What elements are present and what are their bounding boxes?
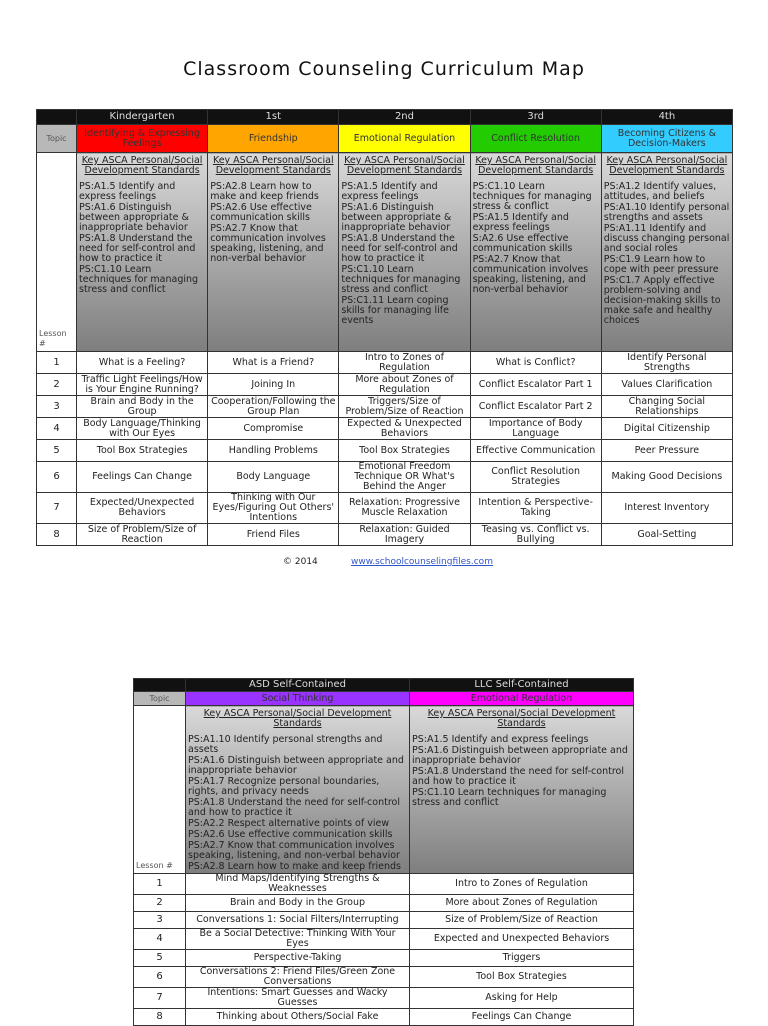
standard-item: PS:A1.10 Identify personal strengths and assets: [603, 202, 730, 223]
standard-item: PS:A1.8 Understand the need for self-control and how to practice it: [412, 766, 624, 787]
lesson-cell: Traffic Light Feelings/How is Your Engine Running?: [77, 374, 208, 396]
curriculum-map-self-contained: [133, 678, 634, 1026]
standards-header: Key ASCA Personal/Social Development Standards: [344, 155, 465, 176]
lesson-number: 6: [37, 462, 77, 493]
lesson-row: [134, 967, 634, 988]
lesson-row: [134, 950, 634, 967]
lesson-cell: Brain and Body in the Group: [186, 895, 410, 912]
topic-cell: Conflict Resolution: [470, 125, 601, 153]
standard-item: PS:A1.5 Identify and express feelings: [79, 181, 176, 202]
lesson-cell: Tool Box Strategies: [77, 440, 208, 462]
lesson-cell: Intro to Zones of Regulation: [339, 352, 470, 374]
standards-header: Key ASCA Personal/Social Development Standards: [203, 708, 392, 729]
standards-cell: [186, 706, 410, 874]
standard-item: PS:A2.8 Learn how to make and keep friends: [188, 861, 401, 872]
lesson-cell: Perspective-Taking: [186, 950, 410, 967]
program-header: LLC Self-Contained: [410, 679, 634, 692]
lesson-cell: Expected/Unexpected Behaviors: [77, 493, 208, 524]
lesson-cell: Friend Files: [208, 524, 339, 546]
page-title: Classroom Counseling Curriculum Map: [183, 58, 585, 80]
standard-item: PS:A1.11 Identify and discuss changing personal and social roles: [603, 223, 730, 254]
lesson-number: 8: [134, 1009, 186, 1026]
lesson-cell: More about Zones of Regulation: [339, 374, 470, 396]
lesson-row: [37, 524, 733, 546]
grade-header: 3rd: [470, 110, 601, 125]
lesson-label: Lesson #: [134, 706, 186, 874]
topic-label: Topic: [134, 692, 186, 706]
lesson-cell: Cooperation/Following the Group Plan: [208, 396, 339, 418]
standard-item: PS:A1.2 Identify values, attitudes, and beliefs: [603, 181, 717, 202]
lesson-row: [134, 1009, 634, 1026]
lesson-cell: Changing Social Relationships: [601, 396, 732, 418]
lesson-cell: Importance of Body Language: [470, 418, 601, 440]
grade-header: 4th: [601, 110, 732, 125]
lesson-cell: Thinking about Others/Social Fake: [186, 1009, 410, 1026]
standard-item: PS:A1.10 Identify personal strengths and assets: [188, 734, 383, 755]
lesson-cell: Conversations 2: Friend Files/Green Zone Conversations: [186, 967, 410, 988]
lesson-cell: Conversations 1: Social Filters/Interrupting: [186, 912, 410, 929]
lesson-cell: Size of Problem/Size of Reaction: [77, 524, 208, 546]
program-header: ASD Self-Contained: [186, 679, 410, 692]
curriculum-map-grades: [36, 109, 733, 546]
lesson-number: 7: [134, 988, 186, 1009]
lesson-cell: Expected & Unexpected Behaviors: [339, 418, 470, 440]
lesson-row: [37, 493, 733, 524]
lesson-cell: Interest Inventory: [601, 493, 732, 524]
lesson-cell: Triggers: [410, 950, 634, 967]
lesson-cell: Size of Problem/Size of Reaction: [410, 912, 634, 929]
lesson-cell: Handling Problems: [208, 440, 339, 462]
lesson-number: 1: [134, 874, 186, 895]
lesson-row: [134, 912, 634, 929]
lesson-cell: Intention & Perspective-Taking: [470, 493, 601, 524]
lesson-label: Lesson #: [37, 153, 77, 352]
lesson-cell: Tool Box Strategies: [339, 440, 470, 462]
lesson-cell: Conflict Escalator Part 2: [470, 396, 601, 418]
lesson-number: 3: [134, 912, 186, 929]
lesson-number: 3: [37, 396, 77, 418]
standards-header: Key ASCA Personal/Social Development Standards: [606, 155, 728, 176]
standard-item: PS:C1.10 Learn techniques for managing stress and conflict: [79, 264, 199, 295]
lesson-cell: What is a Feeling?: [77, 352, 208, 374]
standard-item: PS:A1.6 Distinguish between appropriate & inappropriate behavior: [341, 202, 452, 233]
standard-item: PS:A1.8 Understand the need for self-control and how to practice it: [188, 797, 400, 818]
topic-cell: Emotional Regulation: [339, 125, 470, 153]
standard-item: PS:A1.6 Distinguish between appropriate and inappropriate behavior: [412, 745, 628, 766]
lesson-number: 2: [37, 374, 77, 396]
website-link[interactable]: www.schoolcounselingfiles.com: [351, 557, 493, 567]
lesson-row: [134, 929, 634, 950]
lesson-row: [37, 374, 733, 396]
lesson-row: [134, 988, 634, 1009]
lesson-number: 5: [134, 950, 186, 967]
standards-header: Key ASCA Personal/Social Development Standards: [212, 155, 334, 176]
standard-item: PS:A1.5 Identify and express feelings: [472, 212, 569, 233]
lesson-number: 5: [37, 440, 77, 462]
standards-header: Key ASCA Personal/Social Development Standards: [427, 708, 616, 729]
standards-cell: [601, 153, 732, 352]
lesson-number: 8: [37, 524, 77, 546]
standards-cell: [77, 153, 208, 352]
standard-item: PS:A1.6 Distinguish between appropriate and inappropriate behavior: [188, 755, 404, 776]
lesson-cell: Teasing vs. Conflict vs. Bullying: [470, 524, 601, 546]
standard-item: PS:A2.7 Know that communication involves speaking, listening, and non-verbal behavior: [472, 254, 589, 295]
standard-item: PS:C1.10 Learn techniques for managing stress and conflict: [412, 787, 607, 808]
topic-cell: Friendship: [208, 125, 339, 153]
lesson-cell: Identify Personal Strengths: [601, 352, 732, 374]
lesson-cell: Joining In: [208, 374, 339, 396]
standard-item: PS:A1.8 Understand the need for self-control and how to practice it: [341, 233, 458, 264]
standard-item: PS:C1.9 Learn how to cope with peer pressure: [603, 254, 719, 275]
lesson-cell: Goal-Setting: [601, 524, 732, 546]
lesson-row: [37, 462, 733, 493]
lesson-cell: Feelings Can Change: [410, 1009, 634, 1026]
standard-item: PS:C1.10 Learn techniques for managing stress & conflict: [472, 181, 592, 212]
topic-cell: Emotional Regulation: [410, 692, 634, 706]
grade-header: 1st: [208, 110, 339, 125]
standards-cell: [208, 153, 339, 352]
lesson-cell: Peer Pressure: [601, 440, 732, 462]
topic-cell: Identifying & Expressing Feelings: [77, 125, 208, 153]
lesson-cell: Emotional Freedom Technique OR What's Behind the Anger: [339, 462, 470, 493]
topic-cell: Social Thinking: [186, 692, 410, 706]
lesson-cell: Conflict Resolution Strategies: [470, 462, 601, 493]
grade-header: Kindergarten: [77, 110, 208, 125]
lesson-number: 4: [134, 929, 186, 950]
standards-header: Key ASCA Personal/Social Development Standards: [81, 155, 203, 176]
lesson-cell: Intro to Zones of Regulation: [410, 874, 634, 895]
lesson-cell: Thinking with Our Eyes/Figuring Out Others' Intentions: [208, 493, 339, 524]
lesson-cell: Feelings Can Change: [77, 462, 208, 493]
standard-item: S:A2.6 Use effective communication skills: [472, 233, 573, 254]
lesson-row: [134, 874, 634, 895]
lesson-cell: Values Clarification: [601, 374, 732, 396]
topic-cell: Becoming Citizens & Decision-Makers: [601, 125, 732, 153]
lesson-row: [37, 396, 733, 418]
standard-item: PS:A2.7 Know that communication involves speaking, listening, and non-verbal behavior: [188, 840, 400, 861]
lesson-cell: Relaxation: Progressive Muscle Relaxation: [339, 493, 470, 524]
lesson-cell: Conflict Escalator Part 1: [470, 374, 601, 396]
corner-cell: [134, 679, 186, 692]
corner-cell: [37, 110, 77, 125]
lesson-cell: Intentions: Smart Guesses and Wacky Guesses: [186, 988, 410, 1009]
lesson-row: [37, 352, 733, 374]
standard-item: PS:A2.7 Know that communication involves speaking, listening, and non-verbal behavior: [210, 223, 326, 264]
lesson-cell: Relaxation: Guided Imagery: [339, 524, 470, 546]
standard-item: PS:C1.10 Learn techniques for managing stress and conflict: [341, 264, 461, 295]
lesson-cell: Expected and Unexpected Behaviors: [410, 929, 634, 950]
lesson-number: 1: [37, 352, 77, 374]
topic-label: Topic: [37, 125, 77, 153]
grade-header: 2nd: [339, 110, 470, 125]
lesson-cell: Asking for Help: [410, 988, 634, 1009]
standard-item: PS:C1.7 Apply effective problem-solving and decision-making skills to make safe and healthy choices: [603, 275, 721, 326]
lesson-cell: What is Conflict?: [470, 352, 601, 374]
standards-cell: [410, 706, 634, 874]
standard-item: PS:A1.5 Identify and express feelings: [412, 734, 589, 745]
lesson-number: 2: [134, 895, 186, 912]
lesson-cell: Digital Citizenship: [601, 418, 732, 440]
lesson-cell: What is a Friend?: [208, 352, 339, 374]
standard-item: PS:A1.8 Understand the need for self-control and how to practice it: [79, 233, 196, 264]
lesson-cell: More about Zones of Regulation: [410, 895, 634, 912]
standards-cell: [339, 153, 470, 352]
standard-item: PS:A2.6 Use effective communication skills: [210, 202, 312, 223]
lesson-cell: Body Language: [208, 462, 339, 493]
standard-item: PS:A1.5 Identify and express feelings: [341, 181, 438, 202]
lesson-cell: Body Language/Thinking with Our Eyes: [77, 418, 208, 440]
lesson-row: [134, 895, 634, 912]
lesson-number: 4: [37, 418, 77, 440]
lesson-cell: Effective Communication: [470, 440, 601, 462]
standards-header: Key ASCA Personal/Social Development Standards: [475, 155, 596, 176]
standard-item: PS:A1.6 Distinguish between appropriate & inappropriate behavior: [79, 202, 189, 233]
lesson-cell: Mind Maps/Identifying Strengths & Weaknesses: [186, 874, 410, 895]
copyright-text: © 2014: [283, 557, 318, 567]
lesson-cell: Compromise: [208, 418, 339, 440]
lesson-cell: Be a Social Detective: Thinking With Your Eyes: [186, 929, 410, 950]
lesson-cell: Tool Box Strategies: [410, 967, 634, 988]
standard-item: PS:A1.7 Recognize personal boundaries, rights, and privacy needs: [188, 776, 380, 797]
standards-cell: [470, 153, 601, 352]
lesson-cell: Brain and Body in the Group: [77, 396, 208, 418]
standard-item: PS:A2.6 Use effective communication skills: [188, 829, 393, 840]
lesson-cell: Making Good Decisions: [601, 462, 732, 493]
standard-item: PS:C1.11 Learn coping skills for managing life events: [341, 295, 449, 326]
lesson-row: [37, 418, 733, 440]
standard-item: PS:A2.8 Learn how to make and keep friends: [210, 181, 319, 202]
lesson-cell: Triggers/Size of Problem/Size of Reaction: [339, 396, 470, 418]
lesson-number: 7: [37, 493, 77, 524]
lesson-row: [37, 440, 733, 462]
standard-item: PS:A2.2 Respect alternative points of view: [188, 818, 390, 829]
lesson-number: 6: [134, 967, 186, 988]
